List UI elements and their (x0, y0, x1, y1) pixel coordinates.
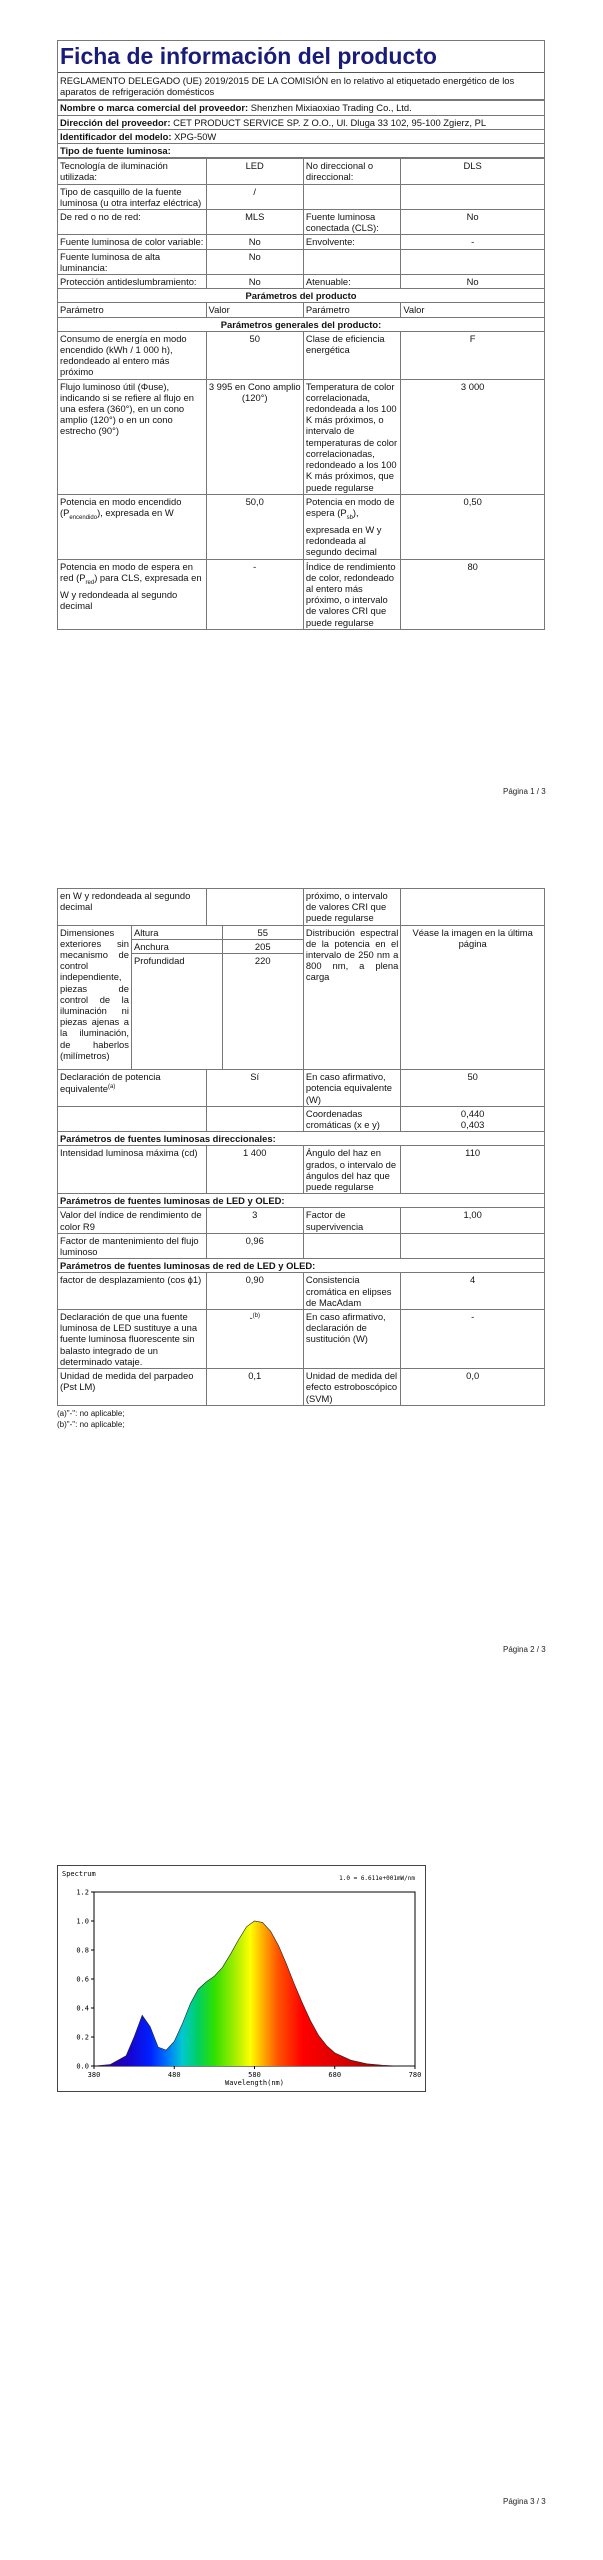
param-value: -$^{(b)}$ (206, 1310, 303, 1369)
y-tick-label: 0.8 (76, 1946, 89, 1955)
param-label (303, 184, 400, 209)
param-value: / (206, 184, 303, 209)
type-row (58, 235, 545, 249)
dimensions-row (58, 925, 545, 1070)
param-label: Fuente luminosa de color variable: (58, 235, 207, 249)
param-value: 0,1 (206, 1369, 303, 1406)
param-label: Tecnología de iluminación utilizada: (58, 159, 207, 184)
col-param: Parámetro (303, 303, 400, 317)
type-row (58, 159, 545, 184)
dim-name: Altura (131, 926, 222, 940)
param-value: 50 (206, 331, 303, 379)
page-number-3: Página 3 / 3 (503, 2497, 546, 2506)
param-value: 3 000 (401, 379, 545, 494)
param-value: - (401, 235, 545, 249)
dims-label: Dimensiones exteriores sin mecanismo de control independiente, piezas de control de la iluminación ni piezas ajenas a la iluminación, de haberlos (milímetros) (58, 926, 131, 1070)
general-params-header: Parámetros generales del producto: (58, 317, 545, 331)
param-value: No (206, 235, 303, 249)
col-value: Valor (401, 303, 545, 317)
led-mains-row (58, 1273, 545, 1310)
param-label (303, 249, 400, 274)
y-tick-label: 1.0 (76, 1917, 89, 1926)
param-value: 0,0 (401, 1369, 545, 1406)
type-row (58, 210, 545, 235)
chart-title: Spectrum (62, 1870, 96, 1878)
spectrum-area (94, 1921, 415, 2066)
page-number-1: Página 1 / 3 (503, 787, 546, 796)
y-tick-label: 0.0 (76, 2062, 89, 2071)
param-label: Consumo de energía en modo encendido (kWh / 1 000 h), redondeado al entero más próximo (58, 331, 207, 379)
dim-value: 205 (222, 939, 303, 953)
param-value: 3 995 en Cono amplio (120°) (206, 379, 303, 494)
supplier-table (57, 100, 545, 158)
page-1 (57, 40, 545, 630)
param-value: - (401, 1310, 545, 1369)
param-value (401, 249, 545, 274)
type-row (58, 249, 545, 274)
param-value: No (206, 275, 303, 289)
led-row (58, 1233, 545, 1258)
param-label: Fuente luminosa de alta luminancia: (58, 249, 207, 274)
param-label: Consistencia cromática en elipses de MacAdam (303, 1273, 400, 1310)
param-label: Atenuable: (303, 275, 400, 289)
x-tick-label: 680 (328, 2071, 342, 2079)
param-value: 4 (401, 1273, 545, 1310)
y-tick-label: 0.4 (76, 2004, 89, 2013)
product-params-header: Parámetros del producto (58, 289, 545, 303)
param-value: 1,00 (401, 1208, 545, 1233)
model-row: Identificador del modelo: XPG-50W (58, 129, 545, 143)
x-tick-label: 480 (167, 2071, 181, 2079)
power-on-row: Potencia en modo encendido $(P_{encendido})$, expresada en W 50,0 Potencia en modo de espera $(P_{sb})$, expresada en W y redondeada al segundo decimal 0,50 (58, 494, 545, 559)
spectral-label: Distribución espectral de la potencia en el intervalo de 250 nm a 800 nm, a plena carga (303, 925, 400, 1070)
param-label: Declaración de que una fuente luminosa de LED sustituye a una fuente luminosa fluorescente sin balasto integrado de un determinado vataje. (58, 1310, 207, 1369)
type-table (57, 158, 545, 630)
led-row (58, 1208, 545, 1233)
param-label (303, 1233, 400, 1258)
spectrum-svg (58, 1866, 425, 2091)
led-mains-header: Parámetros de fuentes luminosas de red de LED y OLED: (58, 1259, 545, 1273)
page-title: Ficha de información del producto (58, 41, 544, 73)
param-label: Clase de eficiencia energética (303, 331, 400, 379)
dim-name: Profundidad (133, 955, 185, 967)
led-header: Parámetros de fuentes luminosas de LED y OLED: (58, 1194, 545, 1208)
param-value: No (206, 249, 303, 274)
param-label: Fuente luminosa conectada (CLS): (303, 210, 400, 235)
dim-value: 220 (222, 954, 303, 968)
param-value: DLS (401, 159, 545, 184)
directional-header: Parámetros de fuentes luminosas direccionales: (58, 1132, 545, 1146)
param-label: Factor de mantenimiento del flujo luminoso (58, 1233, 207, 1258)
x-axis-label: Wavelength(nm) (224, 2079, 285, 2087)
param-value: LED (206, 159, 303, 184)
x-tick-label: 580 (248, 2071, 261, 2079)
x-tick-label: 380 (87, 2071, 101, 2079)
param-label: De red o no de red: (58, 210, 207, 235)
param-value (401, 184, 545, 209)
param-value: 3 (206, 1208, 303, 1233)
supplier-row: Nombre o marca comercial del proveedor: Shenzhen Mixiaoxiao Trading Co., Ltd. (58, 101, 545, 115)
param-label: factor de desplazamiento (cos ϕ1) (58, 1273, 207, 1310)
param-value (401, 1233, 545, 1258)
scale-note: 1.0 = 6.611e+001mW/nm (339, 1875, 415, 1882)
y-tick-label: 0.6 (76, 1975, 89, 1984)
spectral-value: Véase la imagen en la última página (401, 925, 545, 1070)
x-tick-label: 780 (408, 2071, 422, 2079)
type-row (58, 184, 545, 209)
param-value: MLS (206, 210, 303, 235)
param-value: 0,90 (206, 1273, 303, 1310)
param-label: Valor del índice de rendimiento de color R9 (58, 1208, 207, 1233)
dim-name: Anchura (131, 939, 222, 953)
param-label: Envolvente: (303, 235, 400, 249)
param-label: No direccional o direccional: (303, 159, 400, 184)
power-net-row: Potencia en modo de espera en red $(P_{red})$ para CLS, expresada en W y redondeada al segundo decimal - Índice de rendimiento de color, redondeado al entero más próximo, o intervalo de valores CRI que puede regularse 80 (58, 559, 545, 629)
col-param: Parámetro (58, 303, 207, 317)
y-tick-label: 1.2 (76, 1888, 89, 1897)
param-label: Protección antideslumbramiento: (58, 275, 207, 289)
equiv-row: Declaración de potencia equivalente$^{(a)}$ Sí En caso afirmativo, potencia equivalente (W) 50 (58, 1070, 545, 1107)
continued-row: en W y redondeada al segundo decimal próximo, o intervalo de valores CRI que puede regularse (58, 889, 545, 926)
param-label: Tipo de casquillo de la fuente luminosa (u otra interfaz eléctrica) (58, 184, 207, 209)
spectrum-chart (57, 1865, 426, 2092)
page-number-2: Página 2 / 3 (503, 1645, 546, 1654)
param-value: No (401, 275, 545, 289)
param-label: Unidad de medida del parpadeo (Pst LM) (58, 1369, 207, 1406)
param-label: En caso afirmativo, declaración de sustitución (W) (303, 1310, 400, 1369)
dim-value: 55 (222, 926, 303, 940)
led-mains-row (58, 1369, 545, 1406)
type-row (58, 275, 545, 289)
y-tick-label: 0.2 (76, 2033, 89, 2042)
param-value: 0,96 (206, 1233, 303, 1258)
param-label: Temperatura de color correlacionada, redondeada a los 100 K más próximos, o intervalo de temperaturas de color correlacionadas, redondeado a los 100 K más próximos, que puede regularse (303, 379, 400, 494)
param-label: Factor de supervivencia (303, 1208, 400, 1233)
param-value: No (401, 210, 545, 235)
light-source-type-heading: Tipo de fuente luminosa: (58, 144, 545, 158)
page-2 (57, 888, 545, 1430)
general-row (58, 379, 545, 494)
coords-row: Coordenadas cromáticas (x e y) 0,440 0,403 (58, 1106, 545, 1131)
param-value: F (401, 331, 545, 379)
address-row: Dirección del proveedor: CET PRODUCT SERVICE SP. Z O.O., Ul. Dluga 33 102, 95-100 Zgierz, PL (58, 115, 545, 129)
regulation-text: REGLAMENTO DELEGADO (UE) 2019/2015 DE LA COMISIÓN en lo relativo al etiquetado energético de los aparatos de refrigeración domésticos (60, 75, 515, 98)
footnote-a: (a)"-": no aplicable; (57, 1408, 125, 1418)
page-2-table (57, 888, 545, 1406)
led-mains-row (58, 1310, 545, 1369)
footnote-b: (b)"-": no aplicable; (57, 1419, 125, 1429)
param-label: Unidad de medida del efecto estroboscópico (SVM) (303, 1369, 400, 1406)
col-value: Valor (206, 303, 303, 317)
param-label: Flujo luminoso útil (Φuse), indicando si se refiere al flujo en una esfera (360°), en un cono amplio (120°) o en un cono estrecho (90°) (58, 379, 207, 494)
directional-row: Intensidad luminosa máxima (cd) 1 400 Ángulo del haz en grados, o intervalo de ángulos del haz que puede regularse 110 (58, 1146, 545, 1194)
general-row (58, 331, 545, 379)
